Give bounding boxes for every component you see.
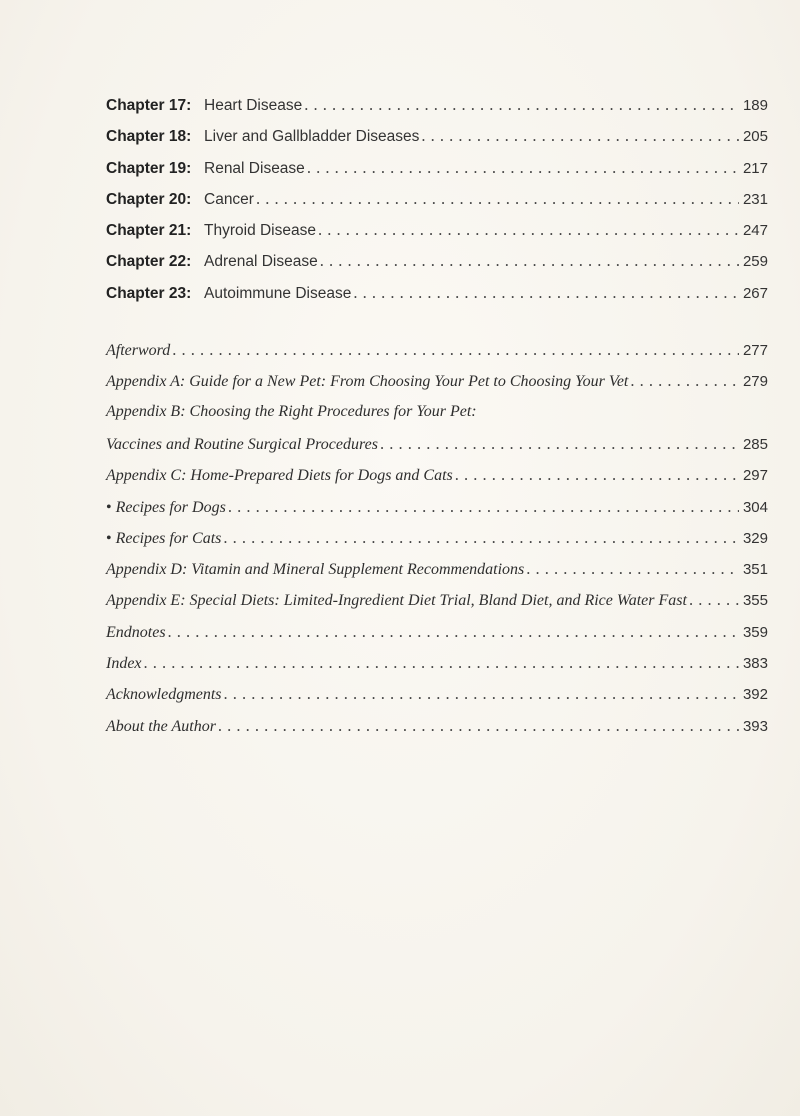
page-number: 231 — [742, 190, 768, 208]
page-number: 259 — [742, 253, 768, 271]
dot-leader — [421, 126, 739, 146]
chapter-title: Cancer — [204, 190, 254, 208]
entry-title: About the Author — [106, 717, 216, 735]
chapter-title: Renal Disease — [204, 159, 305, 177]
page-number: 189 — [742, 97, 768, 114]
toc-entry-chapter-22[interactable] — [106, 251, 768, 282]
dot-leader — [526, 559, 739, 579]
page-number: 205 — [742, 128, 768, 146]
chapter-title: Thyroid Disease — [204, 222, 316, 240]
toc-entry-appendix-c[interactable] — [106, 465, 768, 496]
entry-title: • Recipes for Cats — [106, 530, 221, 548]
page-number: 304 — [742, 498, 768, 516]
chapter-label: Chapter 17: — [106, 97, 192, 114]
dot-leader — [224, 684, 739, 704]
toc-entry-appendix-b-line2[interactable] — [106, 434, 768, 465]
page-number: 267 — [742, 284, 768, 302]
toc-entry-appendix-e[interactable] — [106, 590, 768, 621]
dot-leader — [307, 158, 739, 178]
entry-title: Vaccines and Routine Surgical Procedures — [106, 435, 378, 453]
dot-leader — [630, 371, 739, 391]
dot-leader — [218, 716, 739, 736]
chapter-label: Chapter 22: — [106, 253, 192, 271]
dot-leader — [320, 251, 739, 271]
page-number: 329 — [742, 529, 768, 547]
dot-leader — [172, 340, 739, 360]
toc-entry-chapter-19[interactable] — [106, 158, 768, 189]
toc-entry-about-author[interactable] — [106, 716, 768, 747]
toc-entry-appendix-b-line1[interactable] — [106, 403, 768, 434]
chapter-label: Chapter 23: — [106, 284, 192, 302]
page-number: 277 — [742, 342, 768, 360]
entry-title: Appendix D: Vitamin and Mineral Supplement Recommendations — [106, 561, 525, 579]
chapter-title: Liver and Gallbladder Diseases — [204, 128, 420, 146]
toc-entry-chapter-20[interactable] — [106, 189, 768, 220]
entry-title: Appendix A: Guide for a New Pet: From Choosing Your Pet to Choosing Your Vet — [106, 373, 629, 391]
toc-entry-afterword[interactable] — [106, 340, 768, 371]
chapter-label: Chapter 21: — [106, 222, 192, 240]
chapter-title: Adrenal Disease — [204, 253, 318, 271]
chapter-title: Autoimmune Disease — [204, 284, 352, 302]
toc-entry-chapter-21[interactable] — [106, 220, 768, 251]
page-number: 383 — [742, 655, 768, 673]
toc-entry-appendix-d[interactable] — [106, 559, 768, 590]
dot-leader — [380, 434, 739, 454]
page-number: 393 — [742, 717, 768, 735]
dot-leader — [228, 497, 739, 517]
dot-leader — [256, 189, 739, 209]
toc-entry-acknowledgments[interactable] — [106, 684, 768, 715]
toc-entry-chapter-17[interactable] — [106, 95, 768, 126]
entry-title: Acknowledgments — [106, 686, 222, 704]
entry-title: Afterword — [106, 342, 171, 360]
chapter-label: Chapter 20: — [106, 190, 192, 208]
page-number: 285 — [742, 435, 768, 453]
page-number: 297 — [742, 467, 768, 485]
toc-entry-recipes-cats[interactable] — [106, 528, 768, 559]
toc-entry-endnotes[interactable] — [106, 622, 768, 653]
chapter-label: Chapter 19: — [106, 159, 192, 177]
dot-leader — [168, 622, 739, 642]
entry-title: • Recipes for Dogs — [106, 499, 226, 517]
entry-title: Appendix E: Special Diets: Limited-Ingredient Diet Trial, Bland Diet, and Rice Water Fast — [106, 592, 687, 610]
page-number: 351 — [742, 561, 768, 579]
dot-leader — [223, 528, 739, 548]
entry-title: Index — [106, 655, 142, 673]
chapter-label: Chapter 18: — [106, 128, 192, 146]
dot-leader — [689, 590, 739, 610]
dot-leader — [455, 465, 739, 485]
toc-entry-index[interactable] — [106, 653, 768, 684]
page-number: 247 — [742, 222, 768, 240]
toc-entry-chapter-18[interactable] — [106, 126, 768, 157]
page-number: 355 — [742, 592, 768, 610]
page-number: 217 — [742, 159, 768, 177]
page-number: 392 — [742, 686, 768, 704]
dot-leader — [304, 95, 739, 115]
entry-title: Appendix B: Choosing the Right Procedures for Your Pet: — [106, 402, 477, 420]
dot-leader — [318, 220, 739, 240]
toc-entry-chapter-23[interactable] — [106, 283, 768, 314]
toc-entry-recipes-dogs[interactable] — [106, 497, 768, 528]
entry-title: Endnotes — [106, 623, 166, 641]
section-spacer — [106, 314, 768, 340]
dot-leader — [144, 653, 739, 673]
dot-leader — [353, 283, 739, 303]
page-number: 359 — [742, 623, 768, 641]
entry-title: Appendix C: Home-Prepared Diets for Dogs and Cats — [106, 467, 453, 485]
toc-entry-appendix-a[interactable] — [106, 371, 768, 402]
table-of-contents — [106, 95, 768, 747]
chapter-title: Heart Disease — [204, 97, 303, 114]
page-number: 279 — [742, 373, 768, 391]
